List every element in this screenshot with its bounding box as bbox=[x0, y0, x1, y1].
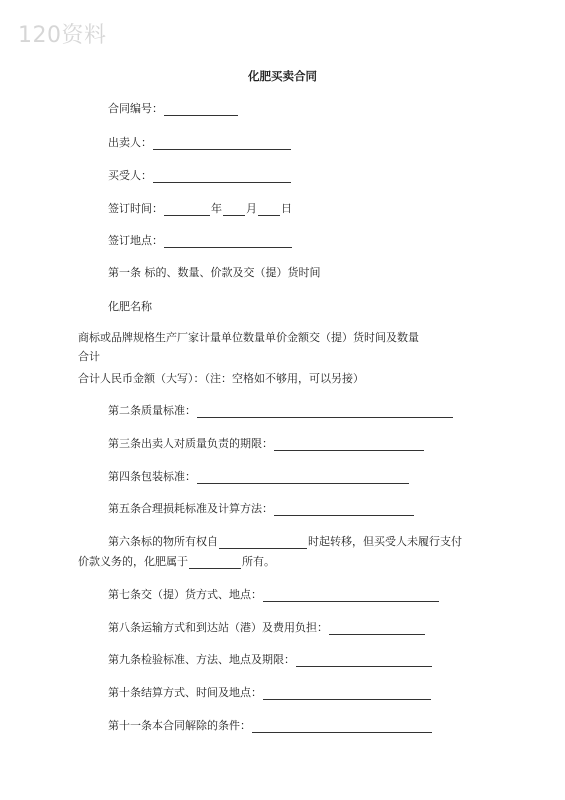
contract-no-label: 合同编号： bbox=[108, 102, 163, 115]
month-label: 月 bbox=[246, 202, 257, 215]
article-9-label: 第九条检验标准、方法、地点及期限： bbox=[108, 653, 295, 666]
table-header-line bbox=[78, 331, 419, 345]
article-7-label: 第七条交（提）货方式、地点： bbox=[108, 588, 262, 601]
month-blank[interactable] bbox=[223, 203, 245, 216]
article-11-blank[interactable] bbox=[252, 720, 432, 733]
article-8 bbox=[108, 621, 426, 635]
article-6-text-1: 第六条标的物所有权自 bbox=[108, 535, 218, 548]
article-10-label: 第十条结算方式、时间及地点： bbox=[108, 686, 262, 699]
total-rmb-text: 合计人民币金额（大写）：（注：空格如不够用，可以另接） bbox=[78, 372, 364, 385]
article-6-time-blank[interactable] bbox=[219, 536, 307, 549]
article-11-label: 第十一条本合同解除的条件： bbox=[108, 719, 251, 732]
fertilizer-name-line bbox=[108, 300, 152, 314]
buyer-label: 买受人： bbox=[108, 169, 152, 182]
sign-place-label: 签订地点： bbox=[108, 234, 163, 247]
article-6-owner-blank[interactable] bbox=[189, 556, 241, 569]
table-header-text: 商标或品牌规格生产厂家计量单位数量单价金额交（提）货时间及数量 bbox=[78, 331, 419, 344]
article-8-label: 第八条运输方式和到达站（港）及费用负担： bbox=[108, 621, 328, 634]
article-1 bbox=[108, 266, 321, 280]
seller-label: 出卖人： bbox=[108, 136, 152, 149]
article-6-text-4: 所有。 bbox=[242, 555, 275, 568]
year-blank[interactable] bbox=[164, 203, 210, 216]
article-3-blank[interactable] bbox=[274, 438, 424, 451]
article-8-blank[interactable] bbox=[329, 622, 425, 635]
article-9-blank[interactable] bbox=[296, 654, 432, 667]
seller-blank[interactable] bbox=[153, 137, 291, 150]
sign-time-label: 签订时间： bbox=[108, 202, 163, 215]
article-2-label: 第二条质量标准： bbox=[108, 404, 196, 417]
contract-no-blank[interactable] bbox=[164, 103, 238, 116]
article-9 bbox=[108, 653, 433, 667]
watermark: 120资料 bbox=[18, 23, 107, 48]
sign-place-blank[interactable] bbox=[164, 235, 292, 248]
article-4 bbox=[108, 470, 410, 484]
article-10 bbox=[108, 686, 432, 700]
total-text: 合计 bbox=[78, 350, 100, 363]
article-7-blank[interactable] bbox=[263, 589, 439, 602]
total-line bbox=[78, 350, 100, 364]
article-5-blank[interactable] bbox=[274, 503, 414, 516]
day-blank[interactable] bbox=[258, 203, 280, 216]
total-rmb-line bbox=[78, 372, 364, 386]
article-5 bbox=[108, 502, 415, 516]
article-4-label: 第四条包装标准： bbox=[108, 470, 196, 483]
seller-line bbox=[108, 136, 292, 150]
buyer-blank[interactable] bbox=[153, 170, 291, 183]
article-5-label: 第五条合理损耗标准及计算方法： bbox=[108, 502, 273, 515]
article-6-text-3: 价款义务的，化肥属于 bbox=[78, 555, 188, 568]
day-label: 日 bbox=[281, 202, 292, 215]
sign-time-line bbox=[108, 202, 292, 216]
fertilizer-name-text: 化肥名称 bbox=[108, 300, 152, 313]
article-6-text-2: 时起转移，但买受人未履行支付 bbox=[308, 535, 462, 548]
article-1-text: 第一条 标的、数量、价款及交（提）货时间 bbox=[108, 266, 321, 279]
article-6-line-1 bbox=[108, 535, 462, 549]
article-3-label: 第三条出卖人对质量负责的期限： bbox=[108, 437, 273, 450]
document-title: 化肥买卖合同 bbox=[248, 69, 317, 83]
article-2 bbox=[108, 404, 454, 418]
article-7 bbox=[108, 588, 440, 602]
sign-place-line bbox=[108, 234, 293, 248]
contract-no-line bbox=[108, 102, 239, 116]
article-2-blank[interactable] bbox=[197, 405, 453, 418]
article-3 bbox=[108, 437, 425, 451]
article-11 bbox=[108, 719, 433, 733]
article-6-line-2 bbox=[78, 555, 275, 569]
year-label: 年 bbox=[211, 202, 222, 215]
buyer-line bbox=[108, 169, 292, 183]
article-10-blank[interactable] bbox=[263, 687, 431, 700]
article-4-blank[interactable] bbox=[197, 471, 409, 484]
